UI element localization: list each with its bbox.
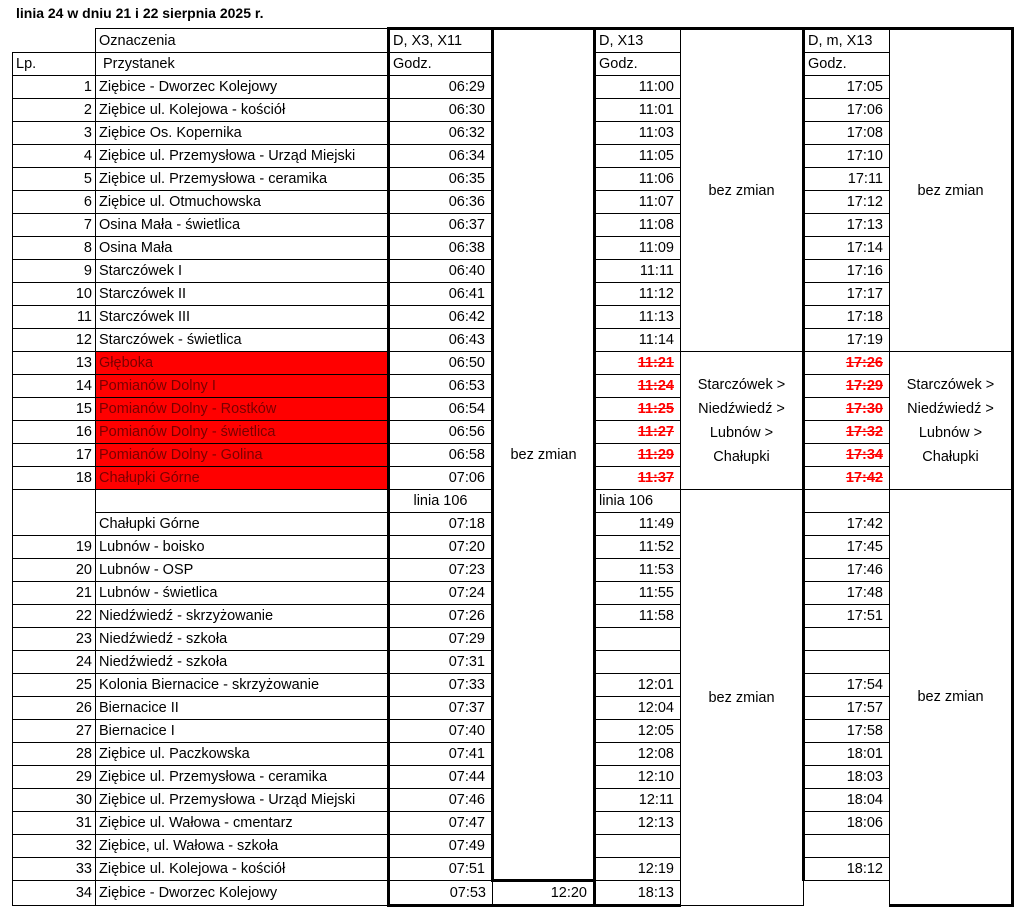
time-col2: 11:53 <box>595 559 681 582</box>
note-col3-detour: Starczówek > Niedźwiedź > Lubnów > Chałupki <box>890 352 1013 490</box>
stop-name: Chałupki Górne <box>96 513 389 536</box>
time-col2: 12:04 <box>595 697 681 720</box>
stop-name: Ziębice ul. Przemysłowa - Urząd Miejski <box>96 145 389 168</box>
time-col3 <box>804 628 890 651</box>
time-col1: 06:56 <box>389 421 493 444</box>
struck-time: 11:27 <box>637 424 674 440</box>
time-col3: 17:54 <box>804 674 890 697</box>
table-row <box>13 881 1013 906</box>
header-row-designations <box>13 29 1013 53</box>
time-col3-struck <box>804 352 890 375</box>
stop-name: Lubnów - świetlica <box>96 582 389 605</box>
stop-name: Biernacice I <box>96 720 389 743</box>
stop-number: 18 <box>13 467 96 490</box>
struck-time: 17:42 <box>845 470 883 486</box>
time-col2: 11:01 <box>595 99 681 122</box>
time-col1: 07:24 <box>389 582 493 605</box>
time-col1: 07:53 <box>389 881 493 906</box>
time-col2: 12:10 <box>595 766 681 789</box>
struck-time: 17:32 <box>845 424 883 440</box>
struck-time: 17:29 <box>845 378 883 394</box>
time-col3: 17:18 <box>804 306 890 329</box>
time-col3: 18:12 <box>804 858 890 881</box>
stop-name: Ziębice ul. Paczkowska <box>96 743 389 766</box>
struck-time: 11:29 <box>637 447 674 463</box>
time-col1: 06:38 <box>389 237 493 260</box>
stop-number: 5 <box>13 168 96 191</box>
time-col3: 17:12 <box>804 191 890 214</box>
header-przystanek: Przystanek <box>96 53 389 76</box>
timetable <box>12 27 1014 907</box>
stop-name: Ziębice ul. Przemysłowa - ceramika <box>96 766 389 789</box>
time-col3: 17:19 <box>804 329 890 352</box>
stop-name: Ziębice ul. Wałowa - cmentarz <box>96 812 389 835</box>
time-col2-struck <box>595 467 681 490</box>
stop-number: 28 <box>13 743 96 766</box>
time-col2: 12:01 <box>595 674 681 697</box>
time-col1: 07:47 <box>389 812 493 835</box>
blank-cell <box>13 490 96 536</box>
struck-time: 11:37 <box>637 470 674 486</box>
time-col1: 07:37 <box>389 697 493 720</box>
stop-number: 26 <box>13 697 96 720</box>
stop-name: Ziębice - Dworzec Kolejowy <box>96 881 389 906</box>
time-col1: 06:34 <box>389 145 493 168</box>
stop-name: Starczówek III <box>96 306 389 329</box>
time-col1: 07:18 <box>389 513 493 536</box>
time-col3: 17:16 <box>804 260 890 283</box>
stop-number: 25 <box>13 674 96 697</box>
struck-time: 17:26 <box>845 355 883 371</box>
stop-name: Niedźwiedź - szkoła <box>96 628 389 651</box>
note-col3-unchanged-top: bez zmian <box>890 29 1013 352</box>
stop-name: Lubnów - boisko <box>96 536 389 559</box>
time-col2: 11:58 <box>595 605 681 628</box>
stop-number: 24 <box>13 651 96 674</box>
time-col3: 17:11 <box>804 168 890 191</box>
header-lp: Lp. <box>13 53 96 76</box>
time-col1: 07:49 <box>389 835 493 858</box>
time-col2-struck <box>595 398 681 421</box>
stop-name: Starczówek I <box>96 260 389 283</box>
time-col3: 17:06 <box>804 99 890 122</box>
time-col2: 11:00 <box>595 76 681 99</box>
time-col3-struck <box>804 467 890 490</box>
time-col2-struck <box>595 444 681 467</box>
time-col1: 06:42 <box>389 306 493 329</box>
time-col3: 17:57 <box>804 697 890 720</box>
stop-number: 6 <box>13 191 96 214</box>
time-col2: 11:14 <box>595 329 681 352</box>
time-col2: 11:08 <box>595 214 681 237</box>
time-col2: 11:52 <box>595 536 681 559</box>
time-col3-struck <box>804 375 890 398</box>
note-col1-unchanged: bez zmian <box>493 29 595 881</box>
time-col2: 11:07 <box>595 191 681 214</box>
time-col1: 06:40 <box>389 260 493 283</box>
stop-name: Kolonia Biernacice - skrzyżowanie <box>96 674 389 697</box>
stop-name-cancelled: Pomianów Dolny - Rostków <box>96 398 389 421</box>
stop-name: Osina Mała <box>96 237 389 260</box>
stop-number: 31 <box>13 812 96 835</box>
stop-number: 17 <box>13 444 96 467</box>
line-106-col2: linia 106 <box>595 490 681 513</box>
stop-name: Osina Mała - świetlica <box>96 214 389 237</box>
stop-name-cancelled: Głęboka <box>96 352 389 375</box>
header-col1-designation: D, X3, X11 <box>389 29 493 53</box>
page-title: linia 24 w dniu 21 i 22 sierpnia 2025 r. <box>16 5 264 21</box>
stop-number: 22 <box>13 605 96 628</box>
stop-number: 13 <box>13 352 96 375</box>
time-col2-struck <box>595 421 681 444</box>
stop-name: Ziębice Os. Kopernika <box>96 122 389 145</box>
time-col3: 17:42 <box>804 513 890 536</box>
time-col3: 18:01 <box>804 743 890 766</box>
stop-number: 34 <box>13 881 96 906</box>
time-col1: 07:41 <box>389 743 493 766</box>
struck-time: 17:30 <box>845 401 883 417</box>
stop-number: 30 <box>13 789 96 812</box>
stop-number: 27 <box>13 720 96 743</box>
stop-name: Starczówek II <box>96 283 389 306</box>
time-col2 <box>595 835 681 858</box>
time-col3-struck <box>804 444 890 467</box>
time-col3-struck <box>804 398 890 421</box>
time-col2: 11:09 <box>595 237 681 260</box>
time-col1: 06:41 <box>389 283 493 306</box>
stop-name: Niedźwiedź - skrzyżowanie <box>96 605 389 628</box>
stop-number: 20 <box>13 559 96 582</box>
stop-name: Ziębice ul. Przemysłowa - Urząd Miejski <box>96 789 389 812</box>
header-col2-godz: Godz. <box>595 53 681 76</box>
time-col1: 07:44 <box>389 766 493 789</box>
time-col2: 11:12 <box>595 283 681 306</box>
stop-name: Niedźwiedź - szkoła <box>96 651 389 674</box>
time-col3: 18:04 <box>804 789 890 812</box>
note-col2-unchanged-top: bez zmian <box>681 29 804 352</box>
time-col2: 12:08 <box>595 743 681 766</box>
stop-number: 7 <box>13 214 96 237</box>
time-col1: 06:37 <box>389 214 493 237</box>
stop-name: Ziębice ul. Kolejowa - kościół <box>96 858 389 881</box>
time-col1: 06:35 <box>389 168 493 191</box>
stop-number: 10 <box>13 283 96 306</box>
time-col2: 12:05 <box>595 720 681 743</box>
note-col3-unchanged-bottom: bez zmian <box>890 490 1013 906</box>
time-col1: 06:54 <box>389 398 493 421</box>
stop-name: Ziębice ul. Kolejowa - kościół <box>96 99 389 122</box>
time-col3-struck <box>804 421 890 444</box>
stop-name: Lubnów - OSP <box>96 559 389 582</box>
stop-number: 21 <box>13 582 96 605</box>
time-col1: 07:31 <box>389 651 493 674</box>
time-col1: 07:26 <box>389 605 493 628</box>
time-col3: 17:14 <box>804 237 890 260</box>
struck-time: 11:24 <box>637 378 674 394</box>
line-106-col1: linia 106 <box>389 490 493 513</box>
stop-name: Ziębice ul. Przemysłowa - ceramika <box>96 168 389 191</box>
time-col2: 11:49 <box>595 513 681 536</box>
time-col2: 12:11 <box>595 789 681 812</box>
stop-name-cancelled: Chałupki Górne <box>96 467 389 490</box>
stop-name-cancelled: Pomianów Dolny I <box>96 375 389 398</box>
header-col2-designation: D, X13 <box>595 29 681 53</box>
struck-time: 11:21 <box>637 355 674 371</box>
time-col2: 11:55 <box>595 582 681 605</box>
time-col3: 17:17 <box>804 283 890 306</box>
stop-number: 1 <box>13 76 96 99</box>
time-col2: 11:13 <box>595 306 681 329</box>
stop-number: 32 <box>13 835 96 858</box>
stop-name: Ziębice ul. Otmuchowska <box>96 191 389 214</box>
time-col3: 17:58 <box>804 720 890 743</box>
time-col2 <box>595 628 681 651</box>
time-col3: 17:46 <box>804 559 890 582</box>
time-col3: 17:48 <box>804 582 890 605</box>
stop-number: 23 <box>13 628 96 651</box>
time-col2: 11:06 <box>595 168 681 191</box>
time-col3: 18:03 <box>804 766 890 789</box>
time-col2-struck <box>595 375 681 398</box>
time-col3: 17:45 <box>804 536 890 559</box>
header-col1-godz: Godz. <box>389 53 493 76</box>
time-col2: 12:13 <box>595 812 681 835</box>
time-col2-struck <box>595 352 681 375</box>
header-col3-godz: Godz. <box>804 53 890 76</box>
time-col1: 06:53 <box>389 375 493 398</box>
stop-number: 14 <box>13 375 96 398</box>
blank-cell <box>804 490 890 513</box>
time-col1: 07:33 <box>389 674 493 697</box>
time-col2: 11:05 <box>595 145 681 168</box>
stop-name: Ziębice, ul. Wałowa - szkoła <box>96 835 389 858</box>
stop-name: Ziębice - Dworzec Kolejowy <box>96 76 389 99</box>
stop-name: Biernacice II <box>96 697 389 720</box>
time-col1: 07:20 <box>389 536 493 559</box>
struck-time: 17:34 <box>845 447 883 463</box>
time-col3: 17:13 <box>804 214 890 237</box>
time-col2: 11:11 <box>595 260 681 283</box>
stop-number: 3 <box>13 122 96 145</box>
stop-number: 2 <box>13 99 96 122</box>
time-col3: 17:05 <box>804 76 890 99</box>
time-col2 <box>595 651 681 674</box>
stop-number: 29 <box>13 766 96 789</box>
header-oznaczenia: Oznaczenia <box>96 29 389 53</box>
note-col2-unchanged-bottom: bez zmian <box>681 490 804 906</box>
time-col3: 17:08 <box>804 122 890 145</box>
time-col2: 12:19 <box>595 858 681 881</box>
header-col3-designation: D, m, X13 <box>804 29 890 53</box>
stop-number: 9 <box>13 260 96 283</box>
time-col1: 06:58 <box>389 444 493 467</box>
stop-name-cancelled: Pomianów Dolny - świetlica <box>96 421 389 444</box>
time-col3 <box>804 651 890 674</box>
stop-number: 33 <box>13 858 96 881</box>
stop-number: 4 <box>13 145 96 168</box>
time-col3: 18:13 <box>595 881 681 906</box>
stop-number: 11 <box>13 306 96 329</box>
time-col1: 06:36 <box>389 191 493 214</box>
time-col1: 06:50 <box>389 352 493 375</box>
time-col3: 17:10 <box>804 145 890 168</box>
time-col1: 06:30 <box>389 99 493 122</box>
stop-number: 19 <box>13 536 96 559</box>
time-col2: 11:03 <box>595 122 681 145</box>
time-col1: 07:40 <box>389 720 493 743</box>
time-col1: 07:29 <box>389 628 493 651</box>
time-col1: 06:32 <box>389 122 493 145</box>
stop-name-cancelled: Pomianów Dolny - Golina <box>96 444 389 467</box>
time-col1: 06:29 <box>389 76 493 99</box>
time-col3: 18:06 <box>804 812 890 835</box>
time-col1: 07:51 <box>389 858 493 881</box>
time-col1: 07:06 <box>389 467 493 490</box>
stop-number: 8 <box>13 237 96 260</box>
time-col3: 17:51 <box>804 605 890 628</box>
stop-number: 15 <box>13 398 96 421</box>
time-col1: 07:46 <box>389 789 493 812</box>
time-col1: 07:23 <box>389 559 493 582</box>
stop-number: 16 <box>13 421 96 444</box>
time-col2: 12:20 <box>493 881 595 906</box>
note-col2-detour: Starczówek > Niedźwiedź > Lubnów > Chałupki <box>681 352 804 490</box>
time-col1: 06:43 <box>389 329 493 352</box>
struck-time: 11:25 <box>637 401 674 417</box>
stop-number: 12 <box>13 329 96 352</box>
stop-name: Starczówek - świetlica <box>96 329 389 352</box>
time-col3 <box>804 835 890 858</box>
blank-cell <box>96 490 389 513</box>
